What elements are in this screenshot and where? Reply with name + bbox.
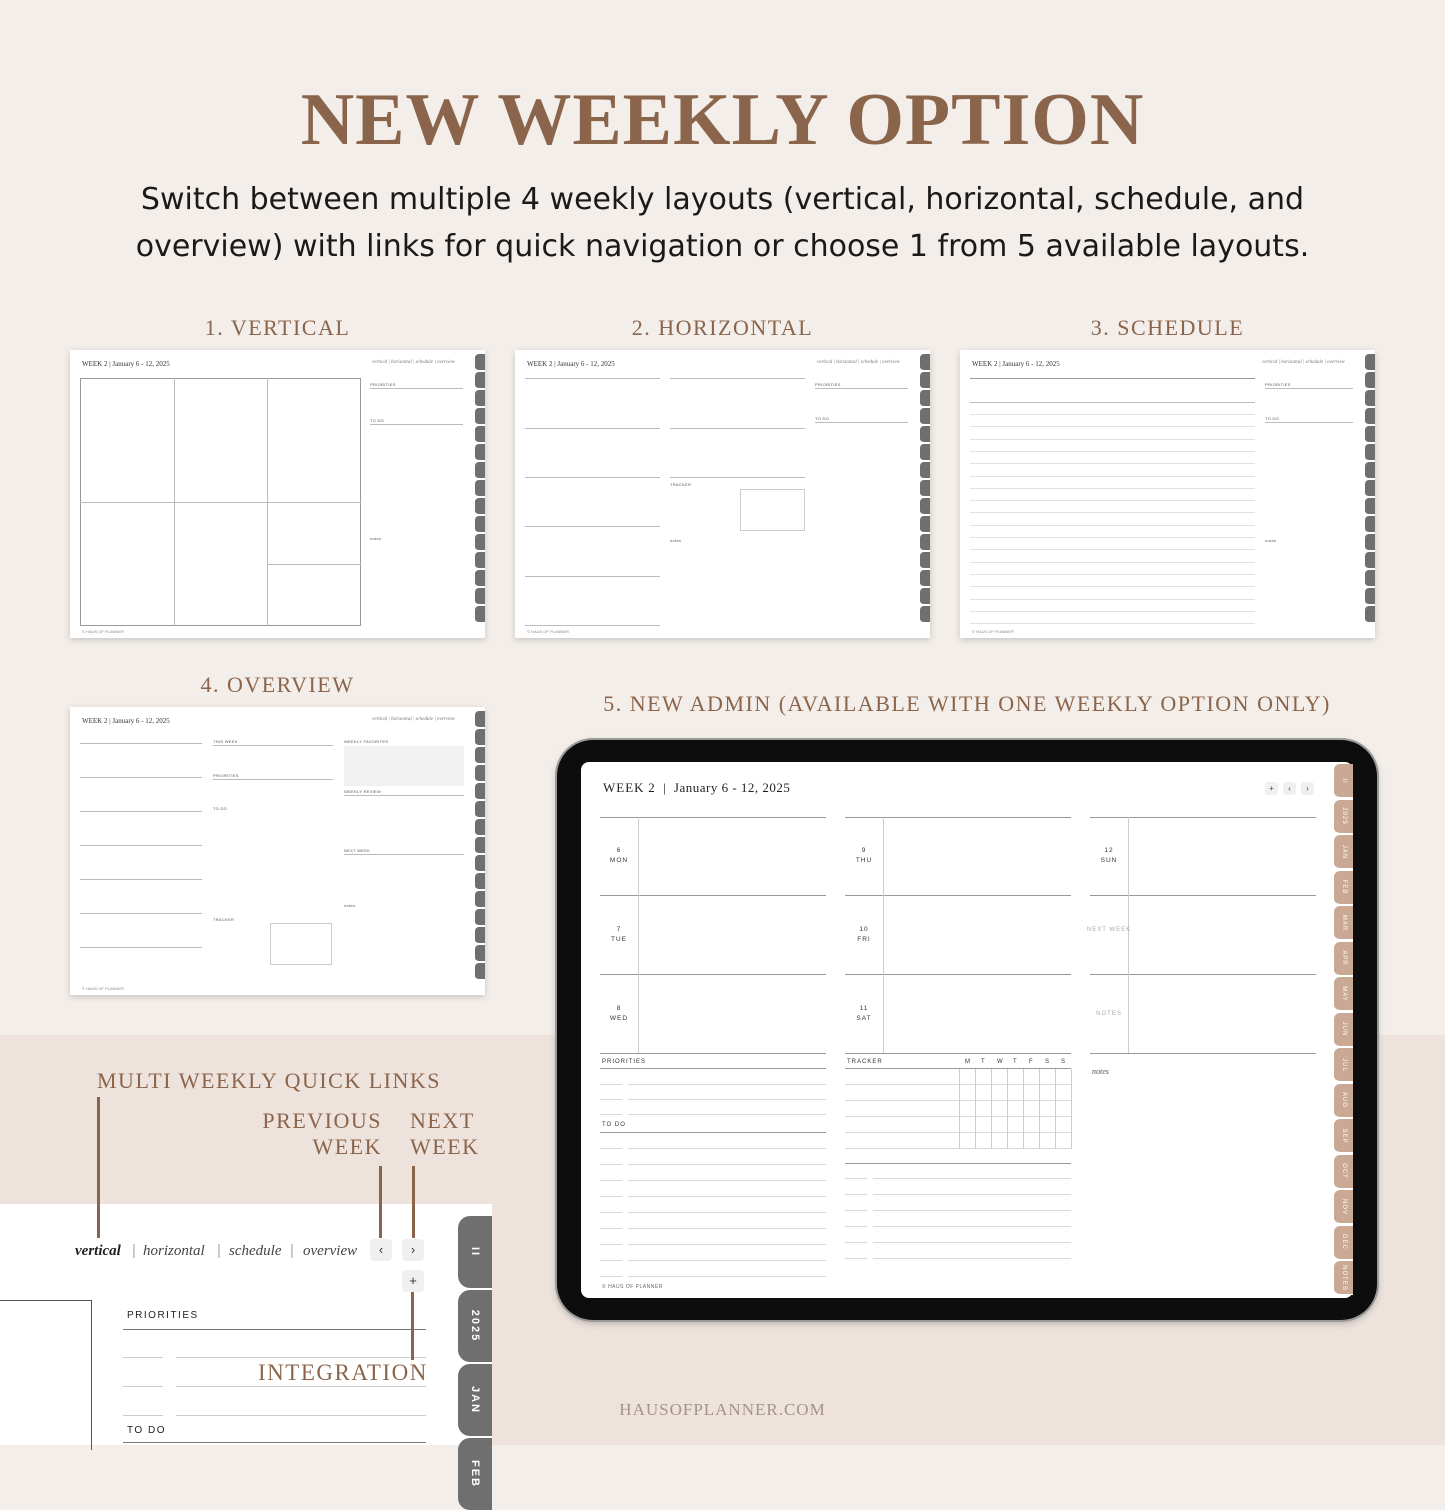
add-button[interactable]: + — [1265, 782, 1278, 795]
zoom-tab-jan[interactable]: JAN — [458, 1364, 492, 1436]
label-overview: 4. OVERVIEW — [200, 672, 355, 697]
tablet-tab-jul[interactable]: JUL — [1334, 1048, 1353, 1082]
zoom-detail: vertical | horizontal | schedule | overview ‹ › + PRIORITIES TO DO II 2025 JAN FEB — [0, 1204, 492, 1445]
tracker-day-letter: S — [1061, 1059, 1067, 1065]
tablet-tab-nov[interactable]: NOV — [1334, 1190, 1353, 1224]
priorities-heading: PRIORITIES — [602, 1059, 647, 1065]
mini-tabs — [475, 707, 485, 995]
callout-multi-weekly: MULTI WEEKLY QUICK LINKS — [97, 1068, 442, 1093]
zoom-todo: TO DO — [127, 1425, 166, 1436]
mini-todo: TO DO — [815, 416, 830, 421]
tablet-tab-jan[interactable]: JAN — [1334, 835, 1353, 869]
label-vertical: 1. VERTICAL — [204, 315, 351, 340]
mini-footer: © HAUS OF PLANNER — [82, 986, 124, 991]
mini-nav-links: vertical | horizontal | schedule | overview — [1262, 360, 1345, 365]
mini-tabs — [1365, 350, 1375, 638]
pointer-previous-week — [379, 1166, 382, 1238]
mini-nav-links: vertical | horizontal | schedule | overview — [372, 717, 455, 722]
page-title: NEW WEEKLY OPTION — [300, 79, 1145, 161]
tablet-tab-apr[interactable]: APR — [1334, 942, 1353, 976]
mini-priorities: PRIORITIES — [370, 382, 396, 387]
pointer-quick-links — [97, 1097, 100, 1238]
page-subtitle — [40, 176, 1405, 270]
tablet-tab-feb[interactable]: FEB — [1334, 871, 1353, 905]
callout-next-week: NEXT WEEK — [410, 1108, 480, 1159]
tablet-tab-oct[interactable]: OCT — [1334, 1155, 1353, 1189]
pointer-next-week — [412, 1166, 415, 1238]
mini-this-week: THIS WEEK — [213, 739, 238, 744]
mini-header: WEEK 2 | January 6 - 12, 2025 — [82, 360, 170, 368]
tablet-footer: © HAUS OF PLANNER — [602, 1284, 663, 1290]
tablet-tab-ii[interactable]: II — [1334, 764, 1353, 798]
tablet-tab-dec[interactable]: DEC — [1334, 1226, 1353, 1260]
tracker-day-letter: M — [965, 1059, 971, 1065]
mini-tracker: TRACKER — [670, 482, 692, 487]
tablet-month-tabs — [1333, 762, 1353, 1298]
tracker-day-letter: T — [981, 1059, 986, 1065]
zoom-add-button[interactable]: + — [402, 1270, 424, 1292]
mini-todo: TO DO — [213, 806, 228, 811]
day-sun: 12 SUN — [1100, 847, 1118, 864]
mini-notes: notes — [670, 538, 682, 543]
tracker-day-letter: F — [1029, 1059, 1034, 1065]
pointer-integration — [411, 1292, 414, 1360]
site-url: HAUSOFPLANNER.COM — [619, 1400, 826, 1419]
mini-notes: notes — [344, 903, 356, 908]
zoom-tab-ii[interactable]: II — [458, 1216, 492, 1288]
zoom-tab-feb[interactable]: FEB — [458, 1438, 492, 1510]
tablet-tab-notes[interactable]: NOTES — [1334, 1261, 1353, 1295]
tablet-tab-mar[interactable]: MAR — [1334, 906, 1353, 940]
subtitle-line-1: Switch between multiple 4 weekly layouts (vertical, horizontal, schedule, and — [140, 182, 1305, 217]
next-week-label: NEXT WEEK — [1086, 927, 1132, 933]
day-mon: 6 MON — [609, 847, 629, 864]
notes-label: NOTES — [1096, 1011, 1122, 1017]
tablet-device — [557, 740, 1377, 1320]
tracker-day-letter: T — [1013, 1059, 1018, 1065]
mini-header: WEEK 2 | January 6 - 12, 2025 — [527, 360, 615, 368]
mini-next-week: NEXT WEEK — [344, 848, 371, 853]
zoom-next-button[interactable]: › — [402, 1239, 424, 1261]
label-schedule: 3. SCHEDULE — [1090, 315, 1245, 340]
mini-notes: notes — [370, 536, 382, 541]
mini-notes: notes — [1265, 538, 1277, 543]
callout-previous-week: PREVIOUS WEEK — [262, 1108, 382, 1159]
tablet-tab-jun[interactable]: JUN — [1334, 1013, 1353, 1047]
tablet-tab-may[interactable]: MAY — [1334, 977, 1353, 1011]
tracker-day-letter: S — [1045, 1059, 1051, 1065]
link-overview[interactable]: overview — [303, 1243, 358, 1259]
mini-tracker: TRACKER — [213, 917, 235, 922]
tablet-tab-2025[interactable]: 2025 — [1334, 800, 1353, 834]
zoom-priorities: PRIORITIES — [127, 1310, 199, 1321]
mini-tabs — [920, 350, 930, 638]
mini-priorities: PRIORITIES — [1265, 382, 1291, 387]
tablet-screen[interactable] — [581, 762, 1353, 1298]
tablet-tab-sep[interactable]: SEP — [1334, 1119, 1353, 1153]
day-wed: 8 WED — [609, 1005, 629, 1022]
tracker-heading: TRACKER — [847, 1059, 883, 1065]
preview-vertical[interactable] — [70, 350, 485, 638]
mini-weekly-review: WEEKLY REVIEW — [344, 789, 382, 794]
todo-heading: TO DO — [602, 1122, 626, 1128]
preview-overview[interactable] — [70, 707, 485, 995]
day-fri: 10 FRI — [857, 926, 871, 943]
day-thu: 9 THU — [855, 847, 873, 864]
link-schedule[interactable]: schedule — [229, 1243, 282, 1259]
mini-nav-links: vertical | horizontal | schedule | overview — [372, 360, 455, 365]
tablet-tab-aug[interactable]: AUG — [1334, 1084, 1353, 1118]
link-horizontal[interactable]: horizontal — [143, 1243, 205, 1259]
mini-footer: © HAUS OF PLANNER — [972, 629, 1014, 634]
mini-header: WEEK 2 | January 6 - 12, 2025 — [972, 360, 1060, 368]
link-vertical[interactable]: vertical — [75, 1243, 121, 1259]
mini-weekly-favorites: WEEKLY FAVORITES — [344, 739, 389, 744]
tracker-day-letter: W — [997, 1059, 1004, 1065]
day-sat: 11 SAT — [856, 1005, 872, 1022]
mini-nav-links: vertical | horizontal | schedule | overview — [817, 360, 900, 365]
preview-horizontal[interactable] — [515, 350, 930, 638]
preview-schedule[interactable] — [960, 350, 1375, 638]
zoom-tab-2025[interactable]: 2025 — [458, 1290, 492, 1362]
notes-area-label: notes — [1092, 1067, 1109, 1076]
mini-tabs — [475, 350, 485, 638]
callout-integration: INTEGRATION — [258, 1360, 428, 1385]
tablet-week-header: WEEK 2 | January 6 - 12, 2025 — [603, 780, 791, 795]
label-horizontal: 2. HORIZONTAL — [631, 315, 814, 340]
mini-footer: © HAUS OF PLANNER — [527, 629, 569, 634]
subtitle-line-2: overview) with links for quick navigation or choose 1 from 5 available layouts. — [135, 229, 1310, 264]
previous-week-button[interactable]: ‹ — [1283, 782, 1296, 795]
mini-header: WEEK 2 | January 6 - 12, 2025 — [82, 717, 170, 725]
mini-todo: TO DO — [1265, 416, 1280, 421]
mini-priorities: PRIORITIES — [815, 382, 841, 387]
mini-todo: TO DO — [370, 418, 385, 423]
mini-priorities: PRIORITIES — [213, 773, 239, 778]
mini-footer: © HAUS OF PLANNER — [82, 629, 124, 634]
label-admin: 5. NEW ADMIN (AVAILABLE WITH ONE WEEKLY OPTION ONLY) — [603, 691, 1331, 716]
zoom-previous-button[interactable]: ‹ — [370, 1239, 392, 1261]
day-tue: 7 TUE — [611, 926, 627, 943]
next-week-button[interactable]: › — [1301, 782, 1314, 795]
